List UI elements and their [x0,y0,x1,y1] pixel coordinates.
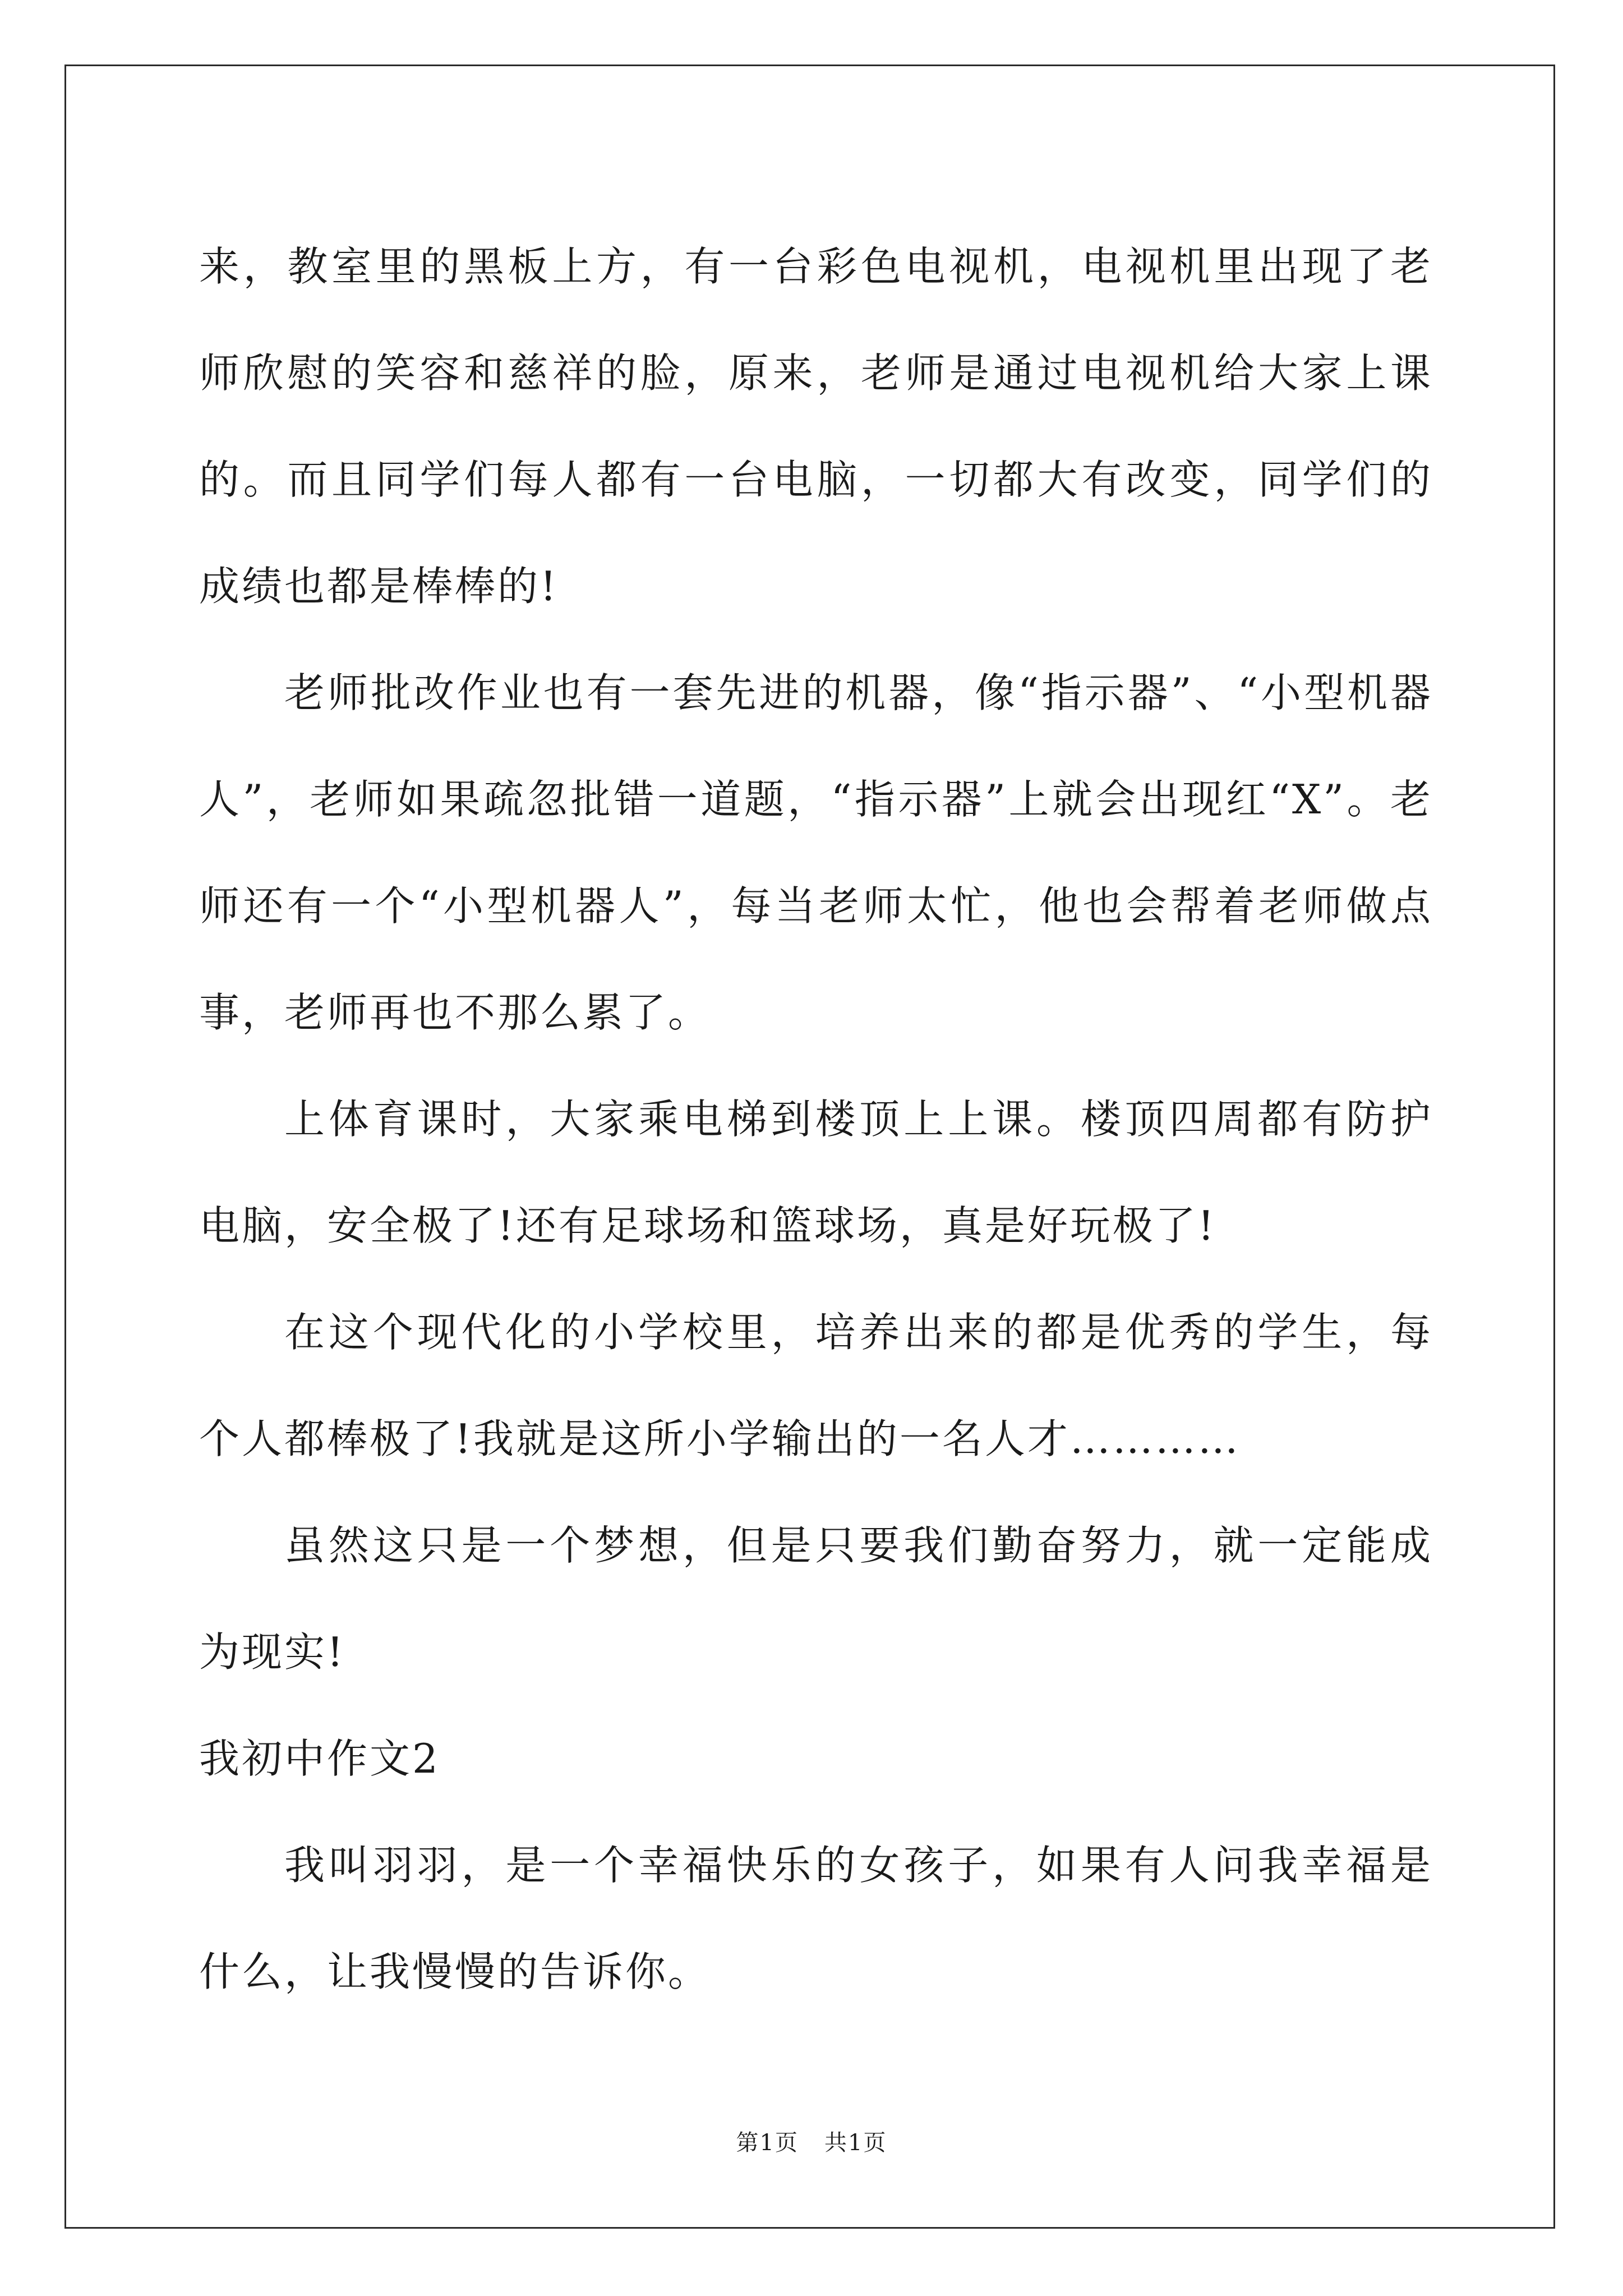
paragraph: 在这个现代化的小学校里，培养出来的都是优秀的学生，每个人都棒极了!我就是这所小学输出的一名人才………… [199,1309,1433,1462]
paragraph: 来，教室里的黑板上方，有一台彩色电视机，电视机里出现了老师欣慰的笑容和慈祥的脸，原来，老师是通过电视机给大家上课的。而且同学们每人都有一台电脑，一切都大有改变，同学们的成绩也都是棒棒的! [199,243,1433,610]
page-number: 第1页 [736,2130,799,2156]
page-total: 共1页 [824,2130,887,2156]
paragraph: 虽然这只是一个梦想，但是只要我们勤奋努力，就一定能成为现实! [199,1522,1433,1676]
document-body [199,213,1433,2025]
paragraph: 我叫羽羽，是一个幸福快乐的女孩子，如果有人问我幸福是什么，让我慢慢的告诉你。 [199,1842,1433,1995]
paragraph: 上体育课时，大家乘电梯到楼顶上上课。楼顶四周都有防护电脑，安全极了!还有足球场和篮球场，真是好玩极了! [199,1096,1433,1249]
paragraph: 老师批改作业也有一套先进的机器，像“指示器”、“小型机器人”，老师如果疏忽批错一道题，“指示器”上就会出现红“X”。老师还有一个“小型机器人”，每当老师太忙，他也会帮着老师做点事，老师再也不那么累了。 [199,669,1433,1036]
page-footer [0,2125,1623,2157]
section-heading: 我初中作文2 [199,1735,440,1782]
